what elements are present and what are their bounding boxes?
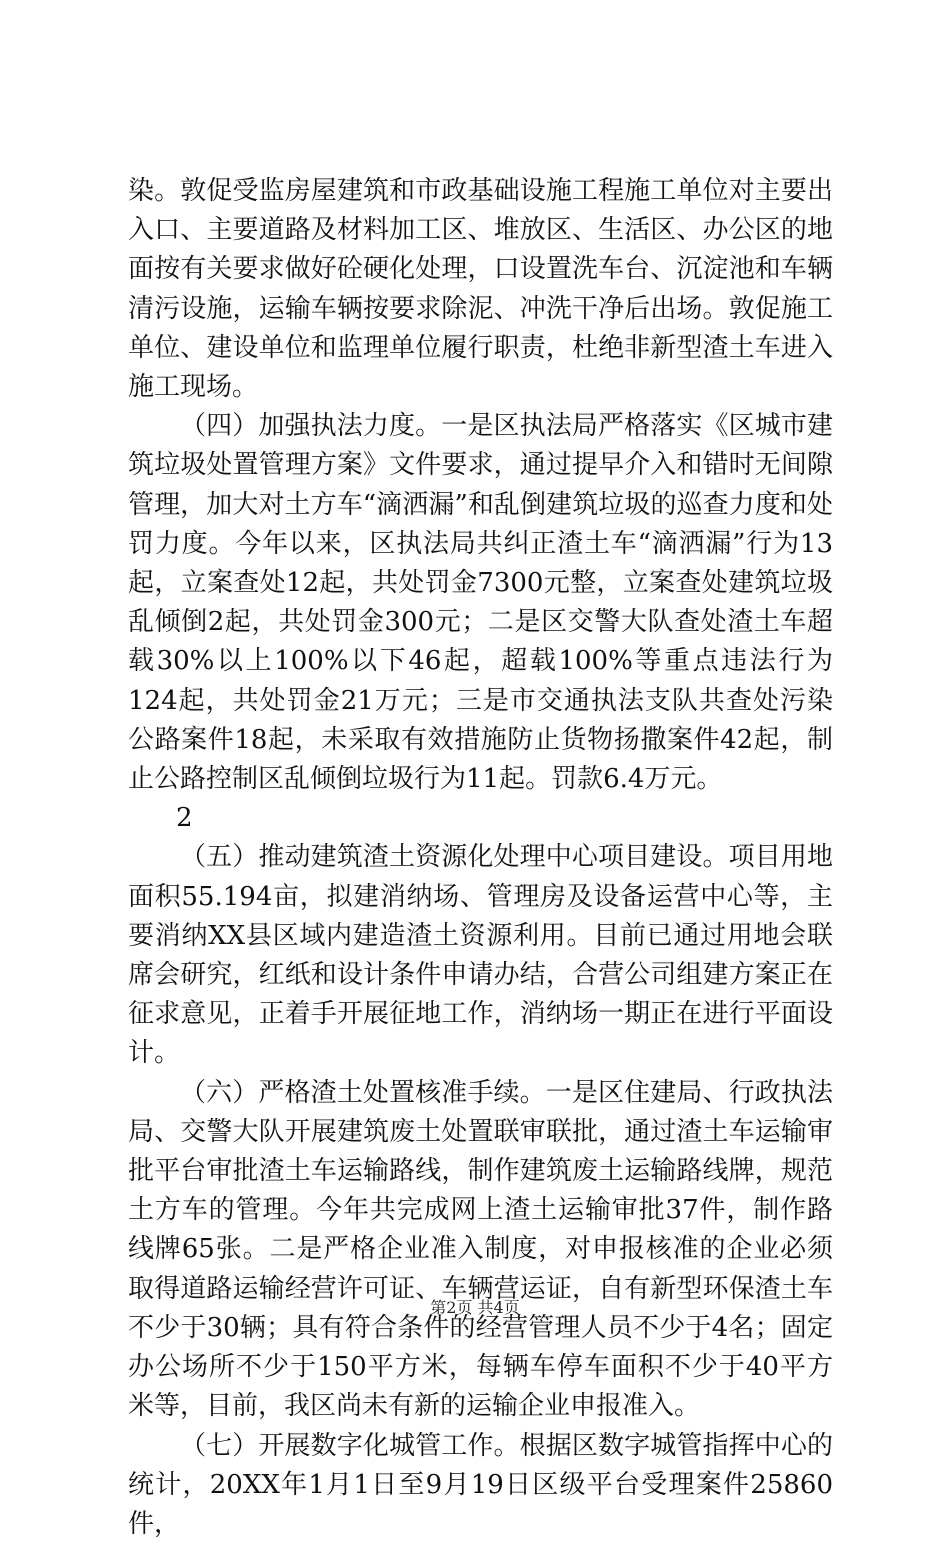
paragraph-section-4: （四）加强执法力度。一是区执法局严格落实《区城市建筑垃圾处置管理方案》文件要求，通过提早介入和错时无间隙管理，加大对土方车“滴洒漏”和乱倒建筑垃圾的巡查力度和处罚力度。今年以来，区执法局共纠正渣土车“滴洒漏”行为13起，立案查处12起，共处罚金7300元整，立案查处建筑垃圾乱倾倒2起，共处罚金300元；二是区交警大队查处渣土车超载30%以上100%以下46起，超载100%等重点违法行为124起，共处罚金21万元；三是市交通执法支队共查处污染公路案件18起，未采取有效措施防止货物扬撒案件42起，制止公路控制区乱倾倒垃圾行为11起。罚款6.4万元。 xyxy=(128,407,833,799)
paragraph-section-6: （六）严格渣土处置核准手续。一是区住建局、行政执法局、交警大队开展建筑废土处置联审联批，通过渣土车运输审批平台审批渣土车运输路线，制作建筑废土运输路线牌，规范土方车的管理。今年共完成网上渣土运输审批37件，制作路线牌65张。二是严格企业准入制度，对申报核准的企业必须取得道路运输经营许可证、车辆营运证，自有新型环保渣土车不少于30辆；具有符合条件的经营管理人员不少于4名；固定办公场所不少于150平方米，每辆车停车面积不少于40平方米等，目前，我区尚未有新的运输企业申报准入。 xyxy=(128,1074,833,1427)
page-footer: 第2页 共4页 xyxy=(0,1298,950,1318)
embedded-page-number: 2 xyxy=(128,799,833,838)
document-body xyxy=(128,172,833,1544)
paragraph-section-5: （五）推动建筑渣土资源化处理中心项目建设。项目用地面积55.194亩，拟建消纳场、管理房及设备运营中心等，主要消纳XX县区域内建造渣土资源利用。目前已通过用地会联席会研究，红纸和设计条件申请办结，合营公司组建方案正在征求意见，正着手开展征地工作，消纳场一期正在进行平面设计。 xyxy=(128,838,833,1073)
paragraph-continuation: 染。敦促受监房屋建筑和市政基础设施工程施工单位对主要出入口、主要道路及材料加工区、堆放区、生活区、办公区的地面按有关要求做好砼硬化处理，口设置洗车台、沉淀池和车辆清污设施，运输车辆按要求除泥、冲洗干净后出场。敦促施工单位、建设单位和监理单位履行职责，杜绝非新型渣土车进入施工现场。 xyxy=(128,172,833,407)
paragraph-section-7: （七）开展数字化城管工作。根据区数字城管指挥中心的统计，20XX年1月1日至9月19日区级平台受理案件25860件， xyxy=(128,1427,833,1544)
